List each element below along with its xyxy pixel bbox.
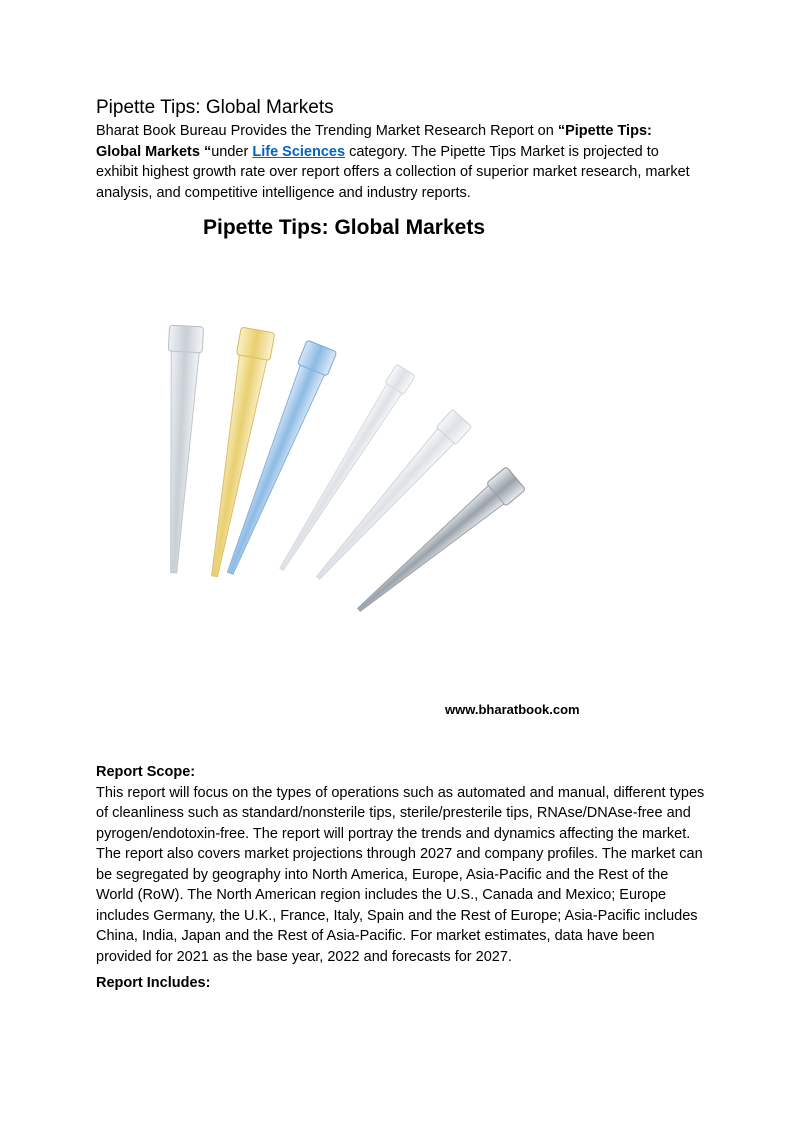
page-title: Pipette Tips: Global Markets	[96, 97, 334, 118]
banner-title: Pipette Tips: Global Markets	[203, 216, 486, 239]
intro-text-pre: Bharat Book Bureau Provides the Trending Market Research Report on	[96, 123, 558, 139]
life-sciences-link[interactable]: Life Sciences	[252, 143, 346, 160]
pipette-tip-icon	[198, 327, 275, 579]
pipette-tips-image	[160, 318, 550, 658]
website-caption: www.bharatbook.com	[445, 702, 580, 717]
intro-open-quote: “	[557, 123, 566, 139]
report-includes-heading: Report Includes:	[96, 975, 211, 991]
intro-text-post: category. The Pipette Tips Market is projected to exhibit highest growth rate over report offers a collection of superior market research, market analysis, and competitive intelligence and industry reports.	[96, 143, 690, 201]
intro-close-quote: “	[199, 143, 212, 160]
intro-text-under: under	[211, 143, 253, 160]
report-scope-section	[96, 762, 706, 967]
report-scope-heading: Report Scope:	[96, 764, 196, 780]
intro-report-title: Pipette Tips: Global Markets	[96, 123, 652, 160]
report-includes-section	[96, 973, 706, 994]
intro-paragraph	[96, 121, 696, 203]
pipette-tip-icon	[349, 467, 525, 622]
report-scope-body: This report will focus on the types of operations such as automated and manual, different types of cleanliness such as standard/nonsterile tips, sterile/presterile tips, RNAse/DNAse-free and pyrogen/endotoxin-free. The report will portray the trends and dynamics affecting the market. The report also covers market projections through 2027 and company profiles. The market can be segregated by geography into North America, Europe, Asia-Pacific and the Rest of the World (RoW). The North American region includes the U.S., Canada and Mexico; Europe includes Germany, the U.K., France, Italy, Spain and the Rest of Europe; Asia-Pacific includes China, India, Japan and the Rest of Asia-Pacific. For market estimates, data have been provided for 2021 as the base year, 2022 and forecasts for 2027.	[96, 784, 705, 965]
pipette-tip-icon	[308, 409, 471, 586]
pipette-tip-icon	[160, 325, 204, 573]
